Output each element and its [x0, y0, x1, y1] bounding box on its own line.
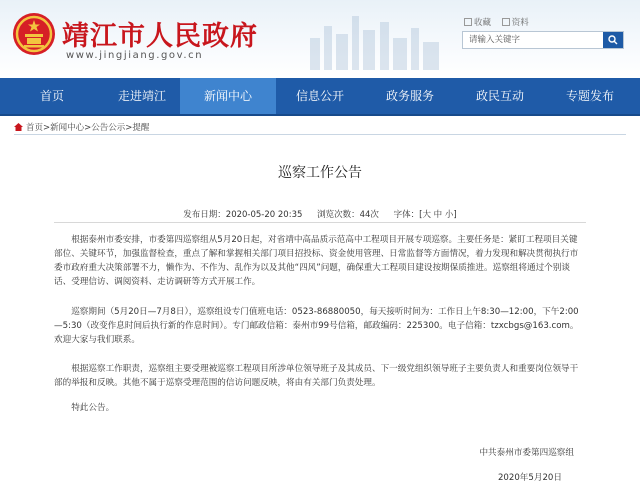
- main-nav: [0, 78, 640, 116]
- breadcrumb: [14, 121, 149, 133]
- nav-item-about-jingjiang[interactable]: 走进靖江: [117, 89, 166, 103]
- nav-item-info-disclosure[interactable]: 信息公开: [295, 89, 344, 103]
- article-paragraph: 根据巡察工作职责，巡察组主要受理被巡察工程项目所涉单位领导班子及其成员、下一级党组织领导班子主要负责人和重要岗位领导干部的举报和反映。其他不属于巡察受理范围的信访问题反映，将由有关部门负责处理。: [54, 364, 579, 388]
- article-paragraph: 根据泰州市委安排，市委第四巡察组从5月20日起，对省靖中高品质示范高中工程项目开展专项巡察。主要任务是：紧盯工程项目关键部位、关键环节，加强监督检查，重点了解和掌握相关部门项目招投标、资金使用管理、日常监督等方面情况，着力发现和解决贯彻执行市委市政府重大决策部署不力，懒作为、不作为、乱作为以及其他“四风”问题，确保重大工程项目建设按期保质推进。巡察组将通过个别谈话、受理信访、调阅资料、走访调研等方式开展工作。: [54, 235, 579, 287]
- article-title: 巡察工作公告: [278, 165, 362, 181]
- divider: [14, 134, 626, 135]
- top-links: [464, 16, 537, 28]
- nav-item-special-topics[interactable]: 专题发布: [565, 89, 614, 103]
- document-icon: [502, 18, 510, 26]
- article-meta: [0, 208, 640, 220]
- signature-date: 2020年5月20日: [497, 473, 562, 483]
- site-header: [0, 0, 640, 78]
- skyline-decoration-icon: [300, 8, 450, 70]
- site-title[interactable]: 靖江市人民政府: [62, 21, 258, 52]
- breadcrumb-path[interactable]: 首页>新闻中心>公告公示>提醒: [26, 123, 150, 133]
- article-paragraph: 特此公告。: [71, 403, 115, 413]
- article-paragraph: 巡察期间（5月20日—7月8日），巡察组设专门值班电话：0523-86880050，每天接听时间为：工作日上午8:30—12:00，下午2:00—5:30（改变作息时间后执行新的作息时间）。专门邮政信箱：泰州市99号信箱，邮政编码：225300。电子信箱：tzxcbgs@163.com。欢迎大家与我们联系。: [54, 307, 579, 345]
- view-count: 浏览次数：44次: [317, 210, 379, 220]
- publish-date: 发布日期：2020-05-20 20:35: [183, 210, 303, 220]
- nav-item-news-center[interactable]: 新闻中心: [180, 78, 276, 114]
- divider: [54, 222, 586, 223]
- nav-item-citizen-interaction[interactable]: 政民互动: [475, 89, 524, 103]
- favorite-link[interactable]: 收藏: [464, 16, 491, 28]
- search-button[interactable]: [603, 32, 623, 48]
- resources-link[interactable]: 资料: [502, 16, 529, 28]
- nav-item-home[interactable]: 首页: [39, 89, 64, 103]
- bookmark-icon: [464, 18, 472, 26]
- site-url: www.jingjiang.gov.cn: [66, 50, 204, 61]
- font-size-selector[interactable]: 字体：[大 中 小]: [393, 210, 457, 220]
- national-emblem-icon: [12, 12, 56, 56]
- search-input[interactable]: [463, 32, 603, 48]
- search-icon: [608, 35, 618, 45]
- nav-item-gov-services[interactable]: 政务服务: [385, 89, 434, 103]
- home-icon: [14, 123, 23, 131]
- signature: 中共泰州市委第四巡察组: [479, 448, 574, 458]
- search-box: [462, 31, 624, 49]
